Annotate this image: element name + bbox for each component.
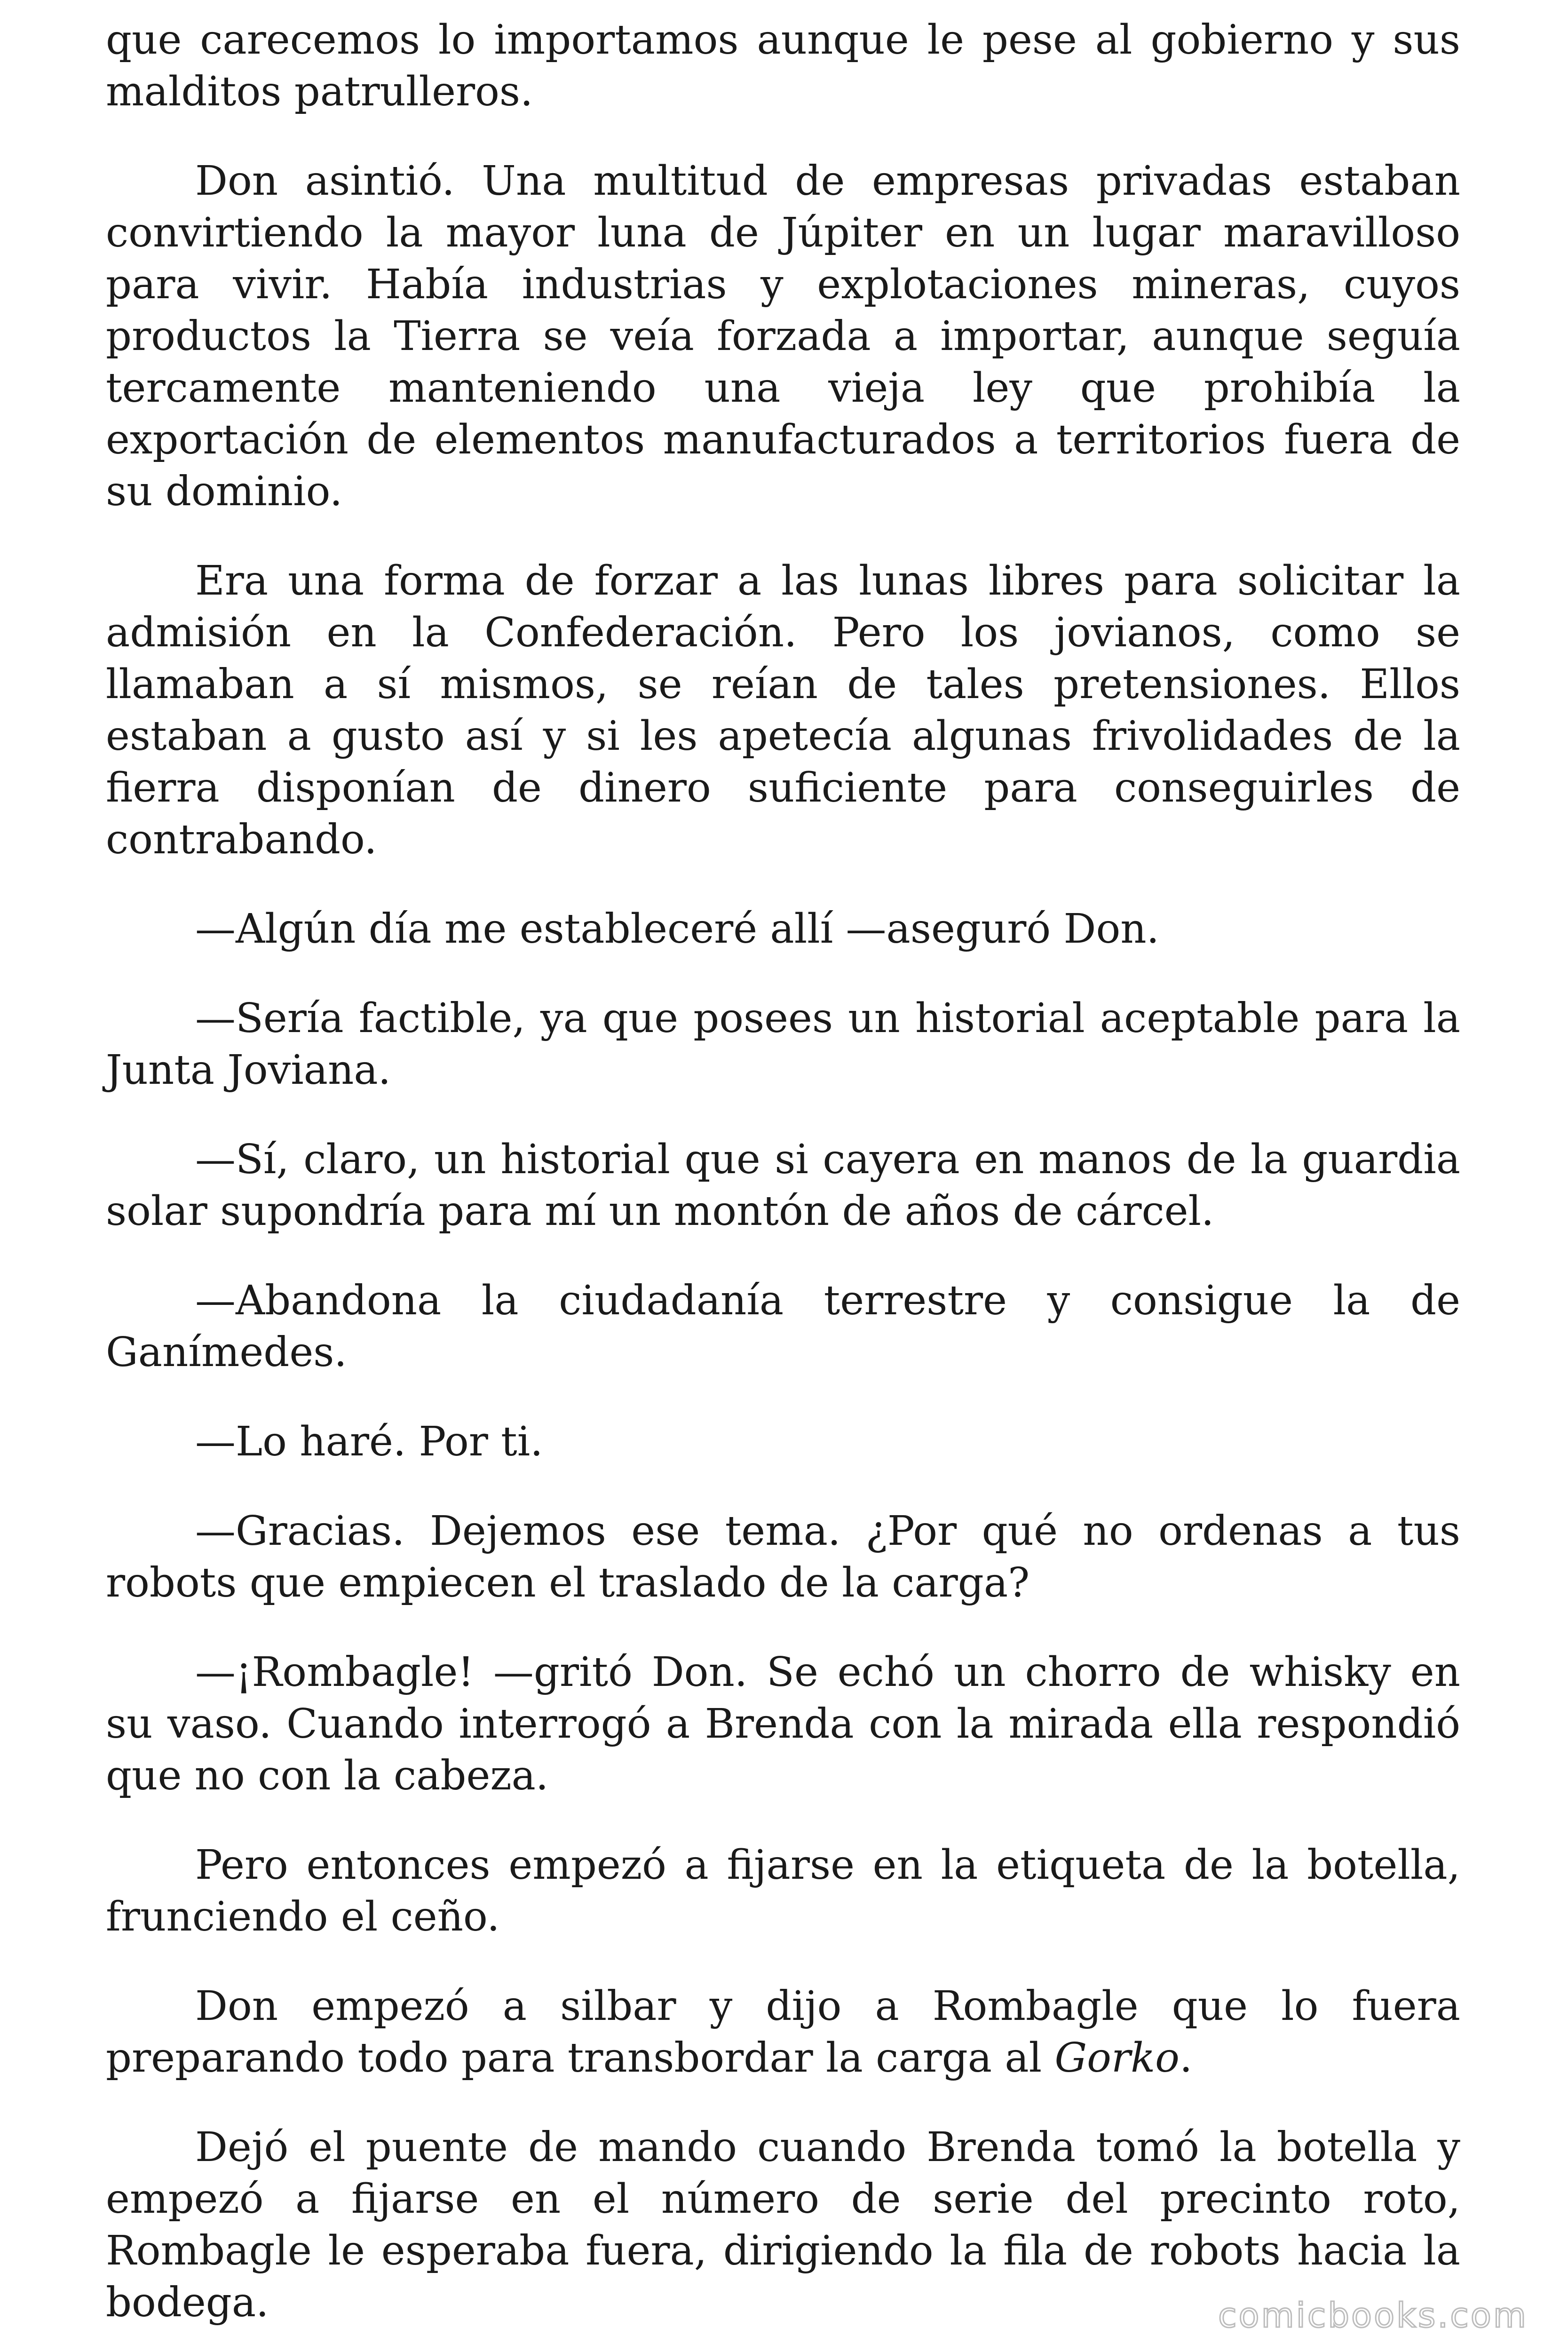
paragraph-3: Era una forma de forzar a las lunas libres para solicitar la admisión en la Confederación. Pero los jovianos, como se llamaban a sí mismos, se reían de tales pretensiones. Ellos estaban a gusto así y si les apetecía algunas frivolidades de la fierra disponían de dinero suficiente para conseguirles de contrabando. bbox=[106, 557, 1460, 863]
watermark: comicbooks.com bbox=[1218, 2296, 1528, 2335]
paragraph-13: Dejó el puente de mando cuando Brenda tomó la botella y empezó a fijarse en el número de serie del precinto roto, Rombagle le esperaba fuera, dirigiendo la fila de robots hacia la bodega. bbox=[106, 2124, 1460, 2326]
paragraph-11: Pero entonces empezó a fijarse en la etiqueta de la botella, frunciendo el ceño. bbox=[106, 1842, 1460, 1940]
paragraph-12 bbox=[106, 1980, 1460, 2084]
paragraph-12-text: Don empezó a silbar y dijo a Rombagle que lo fuera preparando todo para transbordar la carga al bbox=[106, 1983, 1460, 2082]
paragraph-7: —Abandona la ciudadanía terrestre y consigue la de Ganímedes. bbox=[106, 1277, 1460, 1376]
paragraph-4: —Algún día me estableceré allí —aseguró Don. bbox=[195, 906, 1159, 953]
paragraph-2: Don asintió. Una multitud de empresas privadas estaban convirtiendo la mayor luna de Júpiter en un lugar maravilloso para vivir. Había industrias y explotaciones mineras, cuyos productos la Tierra se veía forzada a importar, aunque seguía tercamente manteniendo una vieja ley que prohibía la exportación de elementos manufacturados a territorios fuera de su dominio. bbox=[106, 158, 1460, 515]
paragraph-6: —Sí, claro, un historial que si cayera en manos de la guardia solar supondría para mí un montón de años de cárcel. bbox=[106, 1136, 1460, 1235]
ship-name: Gorko bbox=[1054, 2034, 1180, 2082]
paragraph-5: —Sería factible, ya que posees un historial aceptable para la Junta Joviana. bbox=[106, 995, 1460, 1094]
paragraph-8: —Lo haré. Por ti. bbox=[195, 1418, 543, 1465]
paragraph-9: —Gracias. Dejemos ese tema. ¿Por qué no ordenas a tus robots que empiecen el traslado de la carga? bbox=[106, 1508, 1460, 1606]
paragraph-1: que carecemos lo importamos aunque le pese al gobierno y sus malditos patrulleros. bbox=[106, 16, 1460, 115]
paragraph-10: —¡Rombagle! —gritó Don. Se echó un chorro de whisky en su vaso. Cuando interrogó a Brenda con la mirada ella respondió que no con la cabeza. bbox=[106, 1649, 1460, 1799]
paragraph-12-end: . bbox=[1179, 2034, 1193, 2082]
book-page bbox=[106, 14, 1460, 2352]
